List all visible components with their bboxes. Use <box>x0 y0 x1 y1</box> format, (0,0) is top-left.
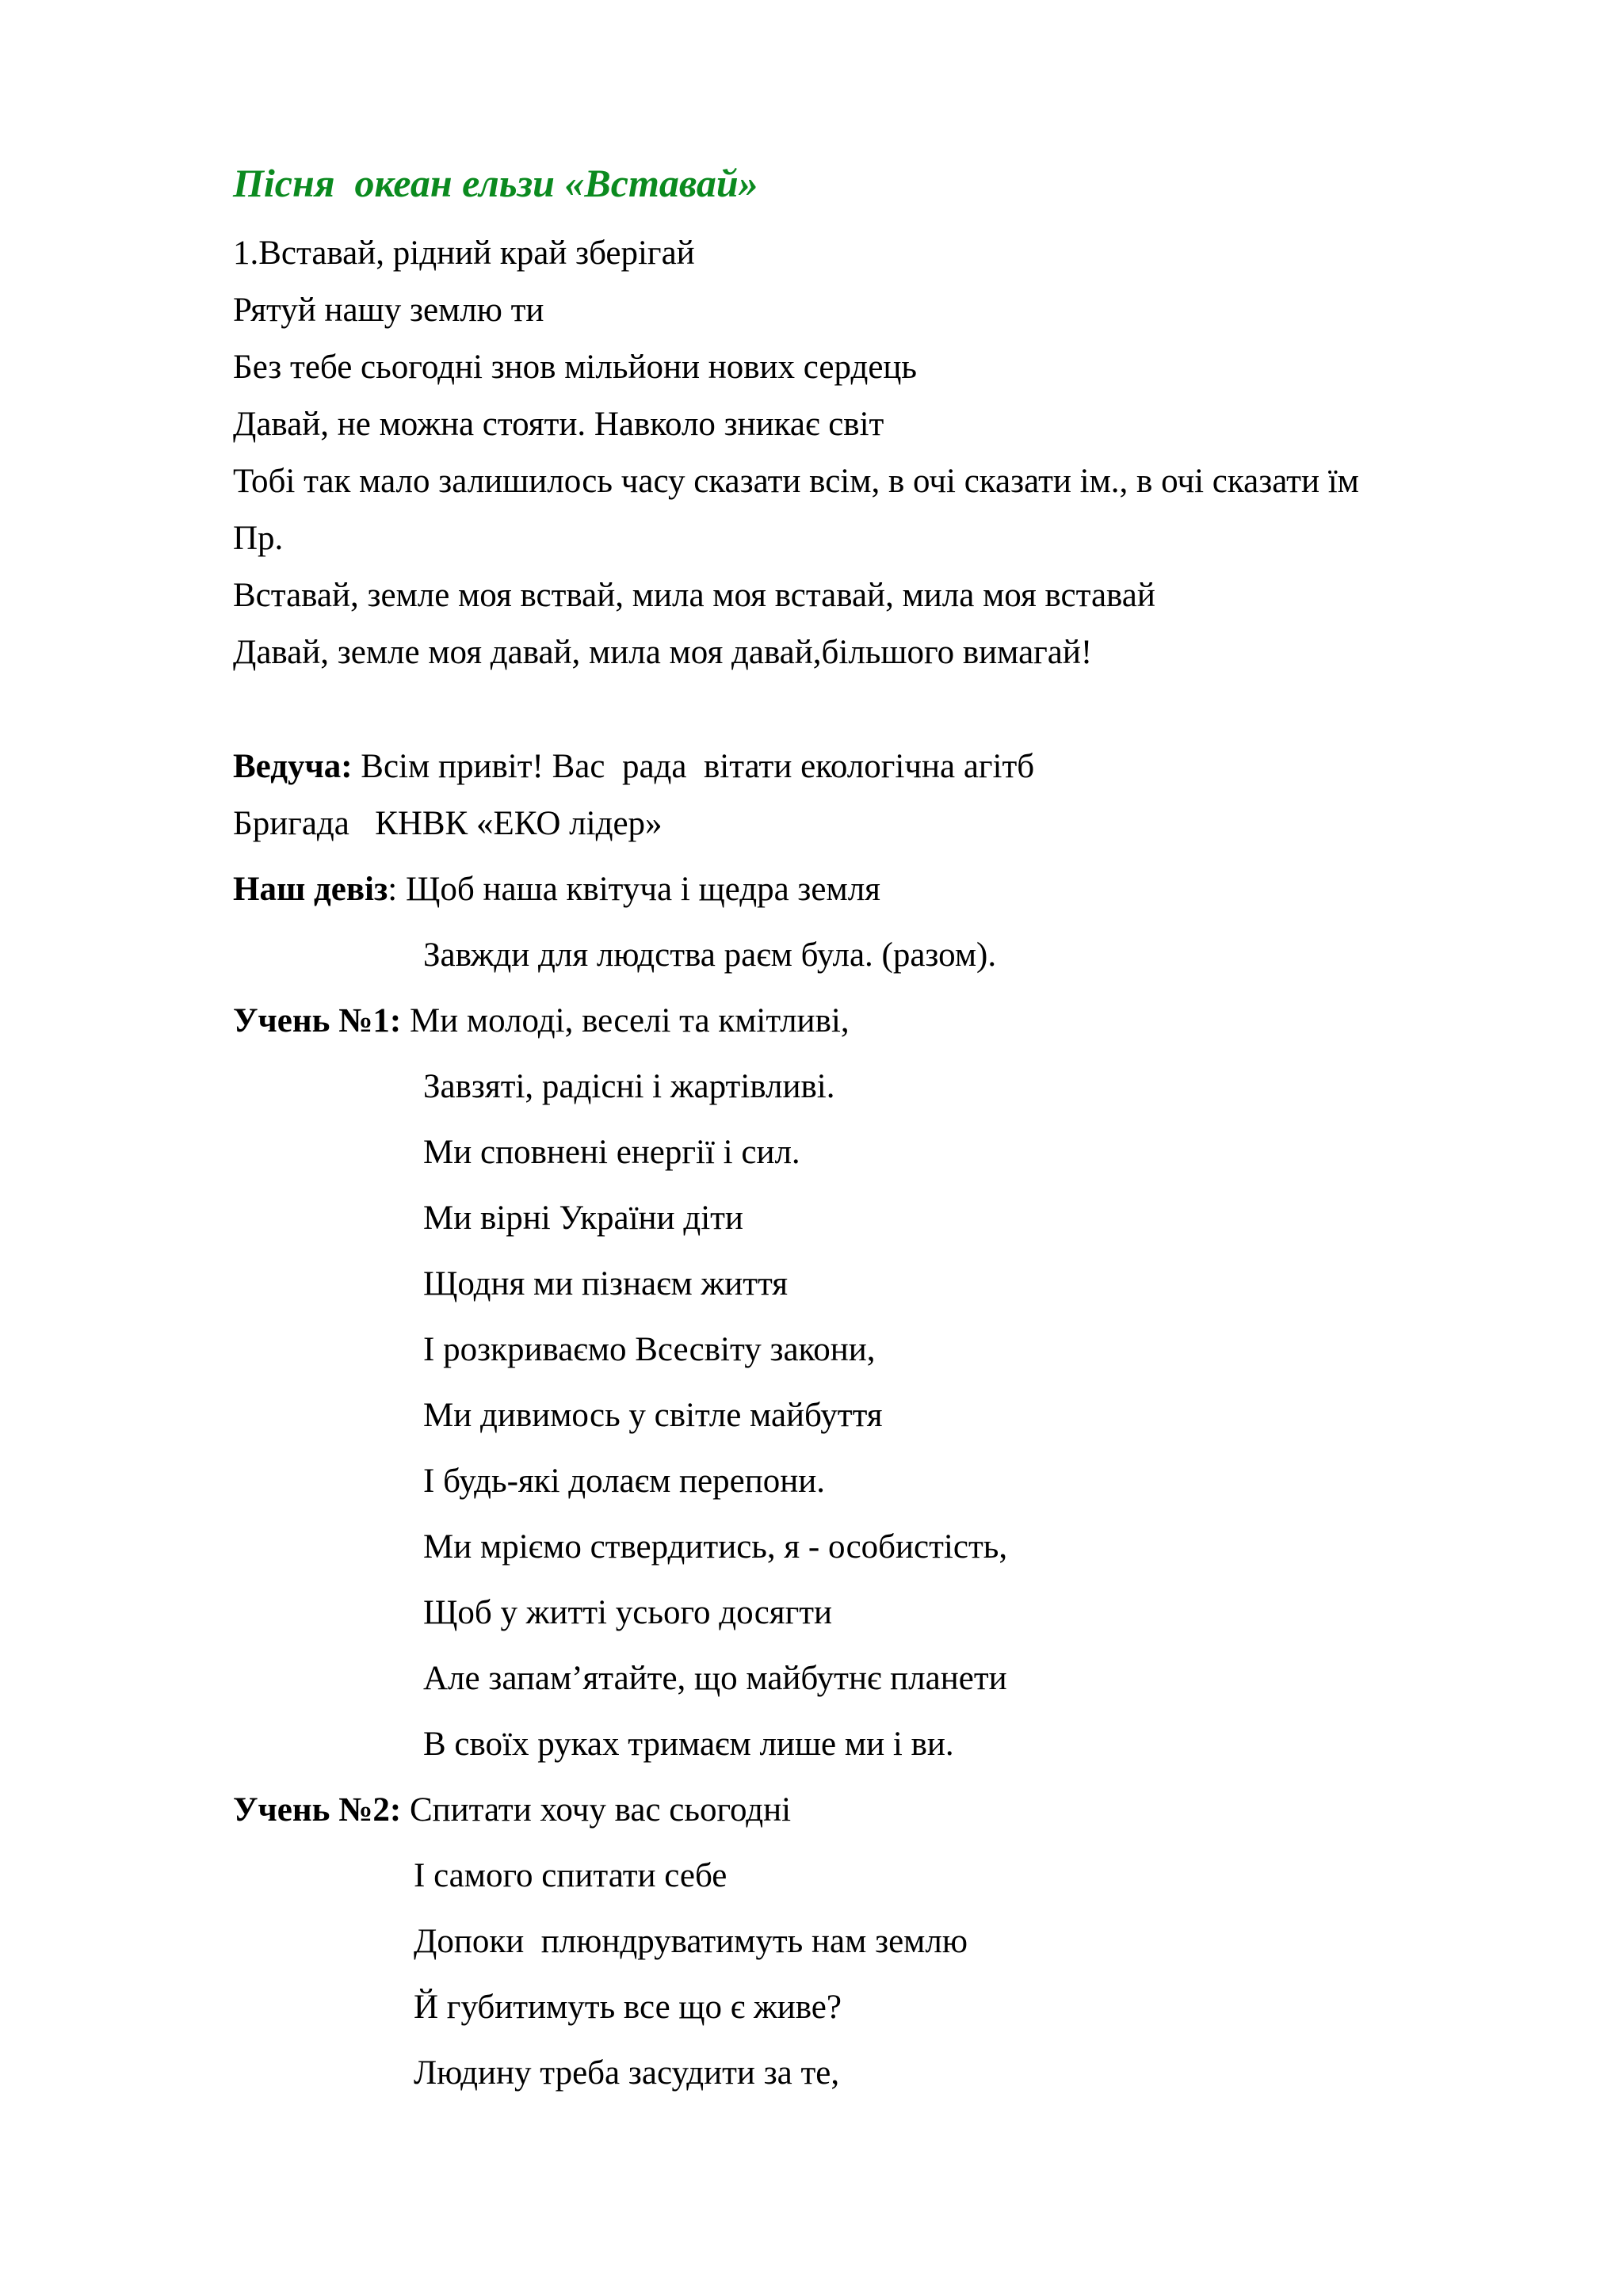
motto-label: Наш девіз <box>233 871 388 908</box>
student1-label: Учень №1: <box>233 1002 402 1039</box>
verse-line: Без тебе сьогодні знов мільйони нових сердець <box>233 349 918 386</box>
student1-verse-line: В своїх руках тримаєм лише ми і ви. <box>423 1726 954 1763</box>
student1-verse-line: Ми сповнені енергії і сил. <box>423 1134 800 1171</box>
student2-line <box>233 1787 791 1834</box>
host-label: Ведуча: <box>233 748 353 785</box>
verse-line: Давай, не можна стояти. Навколо зникає світ <box>233 406 884 443</box>
student1-verse-line: Ми дивимось у світле майбуття <box>423 1397 883 1434</box>
student1-verse-line: І розкриваємо Всесвіту закони, <box>423 1331 876 1368</box>
student2-label: Учень №2: <box>233 1791 402 1829</box>
verse-line: Тобі так мало залишилось часу сказати всім, в очі сказати ім., в очі сказати їм <box>233 463 1359 500</box>
student1-verse-line: І будь-які долаєм перепони. <box>423 1463 826 1500</box>
host-line <box>233 743 1034 791</box>
student2-verse-line: Й губитимуть все що є живе? <box>414 1989 842 2026</box>
verse-line: Рятуй нашу землю ти <box>233 292 544 329</box>
chorus-line: Давай, земле моя давай, мила моя давай,більшого вимагай! <box>233 634 1093 671</box>
student2-verse-line: І самого спитати себе <box>414 1857 727 1894</box>
student2-verse-line: Допоки плюндруватимуть нам землю <box>414 1923 968 1960</box>
host-text: Всім привіт! Вас рада вітати екологічна агітб <box>352 748 1035 785</box>
student1-verse-line: Щоб у житті усього досягти <box>423 1594 833 1631</box>
student1-text: Ми молоді, веселі та кмітливі, <box>401 1002 850 1039</box>
student1-verse-line: Ми вірні України діти <box>423 1199 743 1237</box>
student1-verse-line: Ми мріємо ствердитись, я - особистість, <box>423 1528 1008 1566</box>
verse-line: 1.Вставай, рідний край зберігай <box>233 235 695 272</box>
motto-line <box>233 866 880 913</box>
host-line-2: Бригада КНВК «ЕКО лідер» <box>233 805 663 842</box>
motto-line-2: Завжди для людства раєм була. (разом). <box>423 936 997 974</box>
student1-verse-line: Але запам’ятайте, що майбутнє планети <box>423 1660 1007 1697</box>
student2-verse-line: Людину треба засудити за те, <box>414 2054 840 2092</box>
motto-text: : Щоб наша квітуча і щедра земля <box>388 871 880 908</box>
student1-line <box>233 997 850 1045</box>
chorus-marker: Пр. <box>233 520 284 557</box>
chorus-line: Вставай, земле моя вствай, мила моя вставай, мила моя вставай <box>233 577 1155 614</box>
student2-text: Спитати хочу вас сьогодні <box>401 1791 792 1829</box>
student1-verse-line: Завзяті, радісні і жартівливі. <box>423 1068 835 1105</box>
student1-verse-line: Щодня ми пізнаєм життя <box>423 1265 789 1302</box>
song-title: Пісня океан ельзи «Вставай» <box>233 161 758 205</box>
